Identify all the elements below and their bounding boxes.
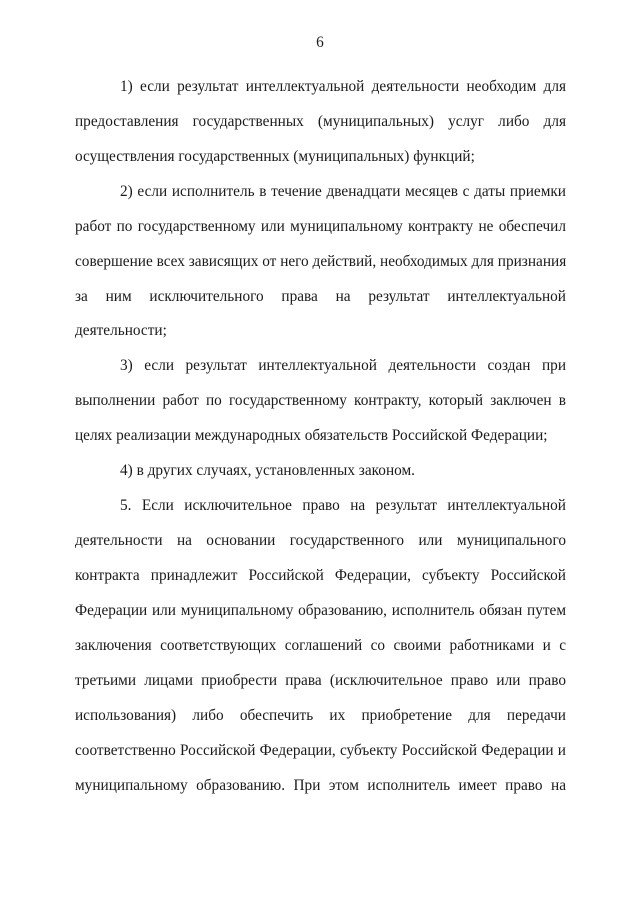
- text-line: деятельности;: [75, 322, 167, 339]
- text-line: 4) в других случаях, установленных законом.: [120, 462, 415, 479]
- text-line: 1) если результат интеллектуальной деятельности необходим для: [120, 78, 566, 95]
- text-line: 5. Если исключительное право на результат интеллектуальной: [120, 497, 566, 514]
- text-line: контракта принадлежит Российской Федерации, субъекту Российской: [75, 567, 566, 584]
- text-line: совершение всех зависящих от него действий, необходимых для признания: [75, 253, 567, 270]
- text-line: использования) либо обеспечить их приобретение для передачи: [75, 707, 566, 724]
- text-line: работ по государственному или муниципальному контракту не обеспечил: [75, 218, 566, 235]
- text-line: осуществления государственных (муниципальных) функций;: [75, 148, 475, 165]
- text-line: муниципальному образованию. При этом исполнитель имеет право на: [75, 777, 566, 794]
- page-number: 6: [316, 34, 324, 51]
- text-line: Федерации или муниципальному образованию, исполнитель обязан путем: [75, 602, 566, 619]
- text-line: деятельности на основании государственного или муниципального: [75, 532, 566, 549]
- text-line: предоставления государственных (муниципальных) услуг либо для: [75, 113, 566, 130]
- text-line: 2) если исполнитель в течение двенадцати месяцев с даты приемки: [120, 183, 566, 200]
- text-line: третьими лицами приобрести права (исключительное право или право: [75, 672, 566, 689]
- text-line: за ним исключительного права на результат интеллектуальной: [75, 288, 566, 305]
- text-line: целях реализации международных обязательств Российской Федерации;: [75, 427, 548, 444]
- text-line: заключения соответствующих соглашений со своими работниками и с: [75, 637, 566, 654]
- text-line: соответственно Российской Федерации, субъекту Российской Федерации и: [75, 742, 566, 759]
- text-line: 3) если результат интеллектуальной деятельности создан при: [120, 357, 566, 374]
- text-line: выполнении работ по государственному контракту, который заключен в: [75, 392, 566, 409]
